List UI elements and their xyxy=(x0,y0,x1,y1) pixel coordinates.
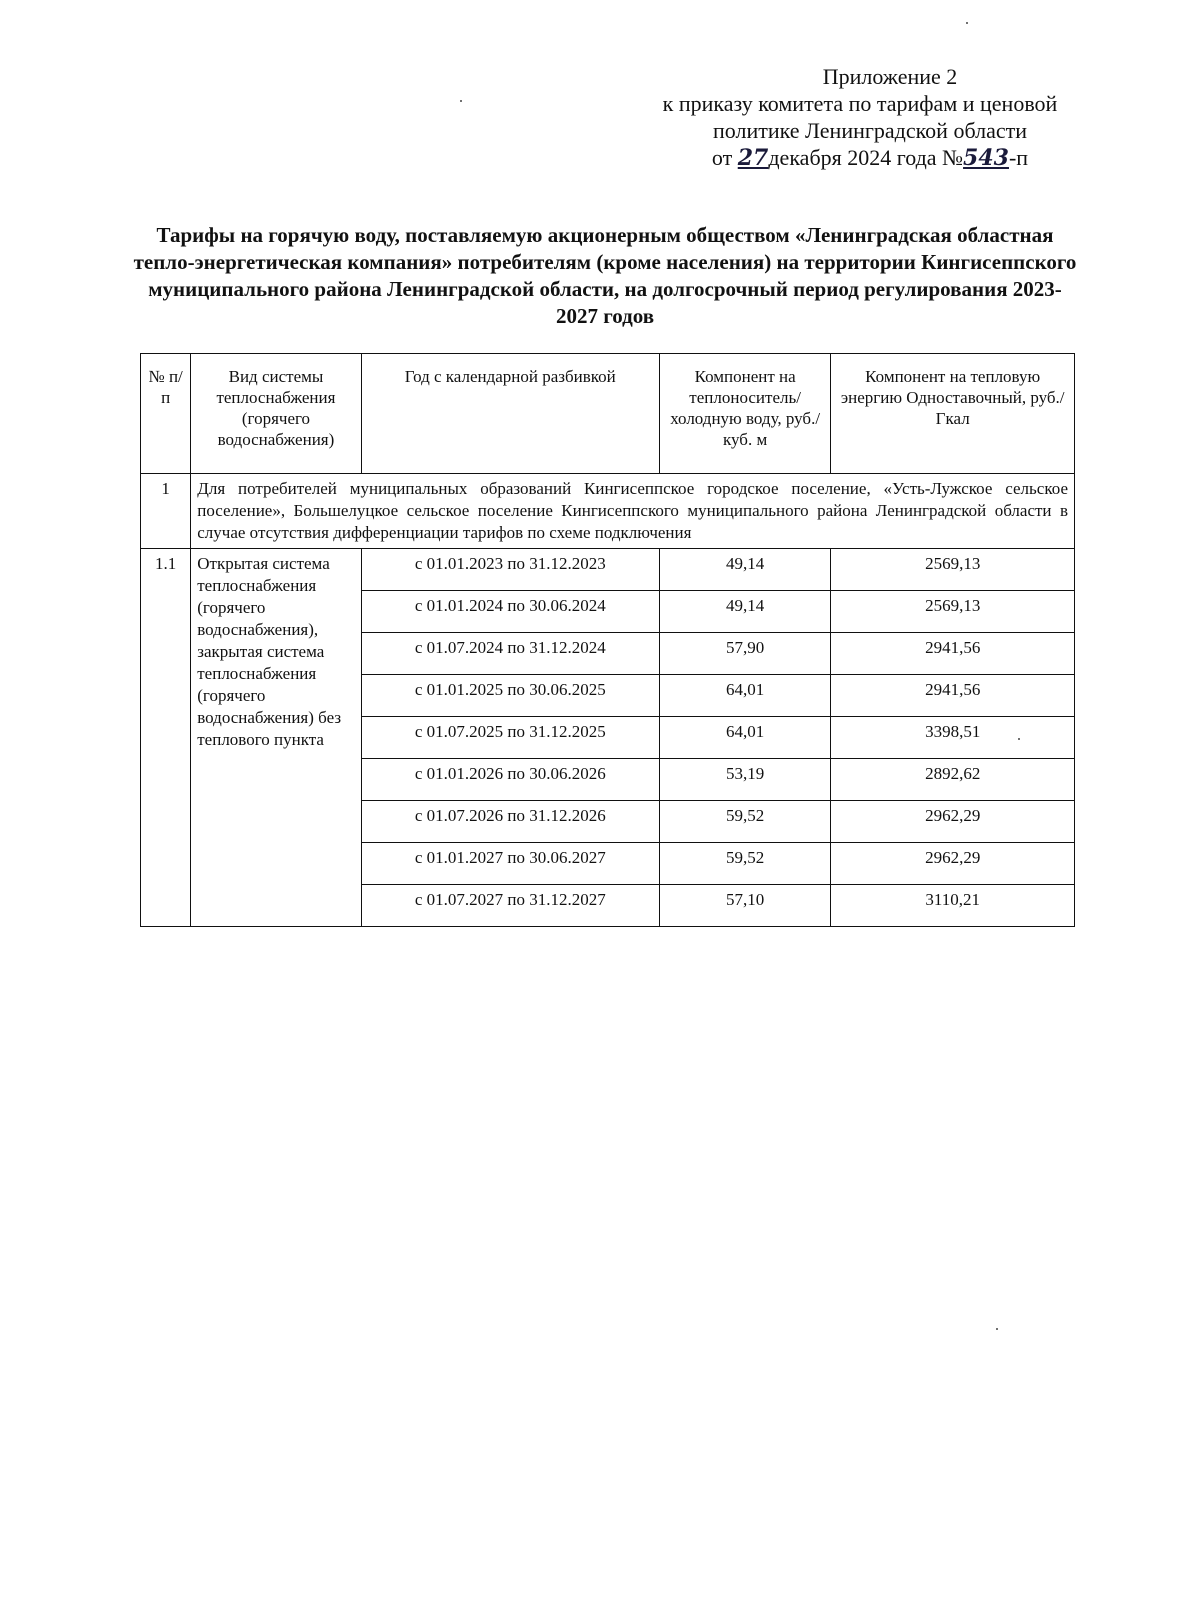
group-num: 1 xyxy=(141,474,191,549)
carrier-value: 49,14 xyxy=(659,549,831,591)
carrier-value: 49,14 xyxy=(659,591,831,633)
energy-value: 2962,29 xyxy=(831,843,1075,885)
header-period: Год с календарной разбивкой xyxy=(361,354,659,474)
group-description: Для потребителей муниципальных образований Кингисеппское городское поселение, «Усть-Лужское сельское поселение», Большелуцкое сельское поселение Кингисеппского муниципального района Ленинградской области в случае отсутствия дифференциации тарифов по схеме подключения xyxy=(191,474,1075,549)
table-header-row xyxy=(141,354,1075,474)
annex-order-date xyxy=(600,144,1120,172)
energy-value: 2569,13 xyxy=(831,591,1075,633)
energy-value: 2941,56 xyxy=(831,675,1075,717)
header-carrier: Компонент на теплоноситель/холодную воду, руб./куб. м xyxy=(659,354,831,474)
header-num: № п/п xyxy=(141,354,191,474)
scan-speck xyxy=(996,1328,998,1330)
energy-value: 2569,13 xyxy=(831,549,1075,591)
period-cell: с 01.01.2024 по 30.06.2024 xyxy=(361,591,659,633)
table-row xyxy=(141,549,1075,591)
scan-speck xyxy=(966,22,968,24)
carrier-value: 53,19 xyxy=(659,759,831,801)
annex-header xyxy=(600,63,1120,172)
carrier-value: 64,01 xyxy=(659,717,831,759)
period-cell: с 01.01.2027 по 30.06.2027 xyxy=(361,843,659,885)
annex-order-ref: к приказу комитета по тарифам и ценовой xyxy=(662,91,1058,116)
carrier-value: 59,52 xyxy=(659,801,831,843)
period-cell: с 01.07.2026 по 31.12.2026 xyxy=(361,801,659,843)
handwritten-day: 27 xyxy=(737,145,769,171)
header-system: Вид системы теплоснабжения (горячего водоснабжения) xyxy=(191,354,361,474)
annex-date-prefix: от xyxy=(711,145,733,170)
annex-date-middle: декабря 2024 года № xyxy=(768,145,964,170)
period-cell: с 01.07.2025 по 31.12.2025 xyxy=(361,717,659,759)
energy-value: 2962,29 xyxy=(831,801,1075,843)
energy-value: 2892,62 xyxy=(831,759,1075,801)
item-num: 1.1 xyxy=(141,549,191,927)
annex-committee: политике Ленинградской области xyxy=(712,118,1027,143)
item-system: Открытая система теплоснабжения (горячего водоснабжения), закрытая система теплоснабжения (горячего водоснабжения) без теплового пункта xyxy=(191,549,361,927)
carrier-value: 59,52 xyxy=(659,843,831,885)
period-cell: с 01.01.2025 по 30.06.2025 xyxy=(361,675,659,717)
energy-value: 3110,21 xyxy=(831,885,1075,927)
header-energy: Компонент на тепловую энергию Одноставочный, руб./Гкал xyxy=(831,354,1075,474)
document-title: Тарифы на горячую воду, поставляемую акционерным обществом «Ленинградская областная тепло-энергетическая компания» потребителям (кроме населения) на территории Кингисеппского муниципального района Ленинградской области, на долгосрочный период регулирования 2023-2027 годов xyxy=(133,223,1077,328)
scan-speck xyxy=(1018,738,1020,740)
carrier-value: 64,01 xyxy=(659,675,831,717)
energy-value: 2941,56 xyxy=(831,633,1075,675)
carrier-value: 57,90 xyxy=(659,633,831,675)
energy-value: 3398,51 xyxy=(831,717,1075,759)
annex-number: Приложение 2 xyxy=(822,64,958,89)
annex-date-suffix: -п xyxy=(1008,145,1029,170)
handwritten-order-number: 543 xyxy=(963,145,1009,171)
carrier-value: 57,10 xyxy=(659,885,831,927)
group-row xyxy=(141,474,1075,549)
period-cell: с 01.01.2023 по 31.12.2023 xyxy=(361,549,659,591)
period-cell: с 01.07.2027 по 31.12.2027 xyxy=(361,885,659,927)
period-cell: с 01.01.2026 по 30.06.2026 xyxy=(361,759,659,801)
period-cell: с 01.07.2024 по 31.12.2024 xyxy=(361,633,659,675)
scan-speck xyxy=(460,100,462,102)
tariff-table xyxy=(140,353,1075,927)
